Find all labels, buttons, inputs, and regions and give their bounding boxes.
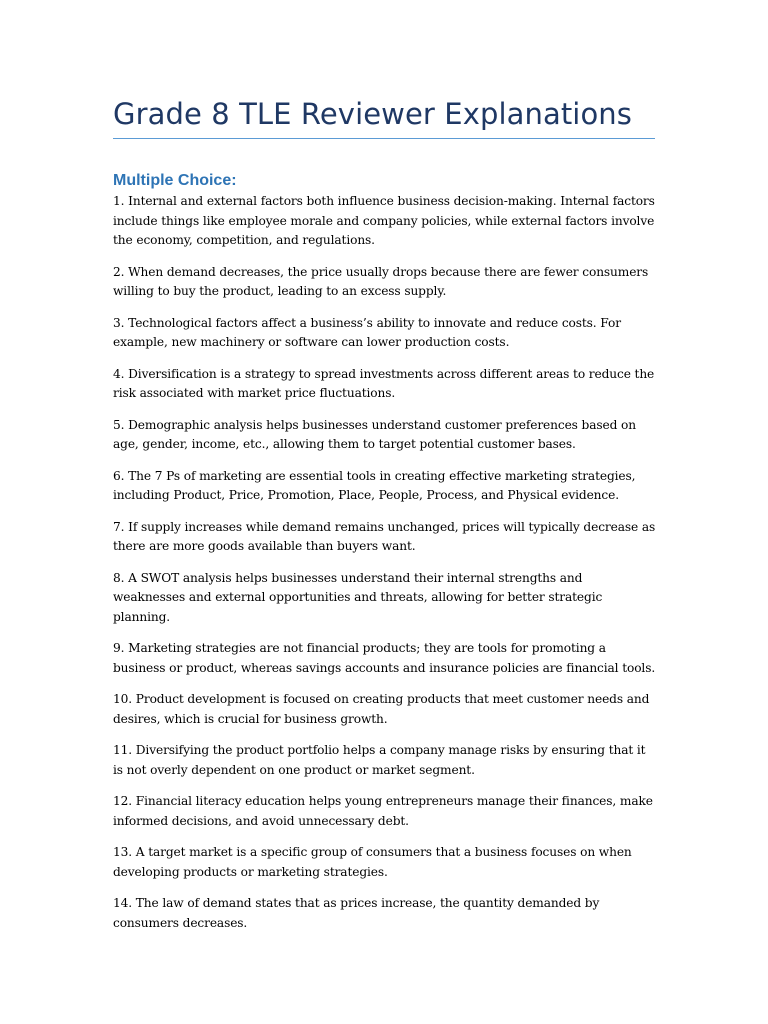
section-heading: Multiple Choice: xyxy=(113,172,237,189)
explanation-item-5: 5. Demographic analysis helps businesses understand customer preferences based on age, gender, income, etc., allowing them to target potential customer bases. xyxy=(113,417,636,451)
explanation-item-7: 7. If supply increases while demand remains unchanged, prices will typically decrease as there are more goods available than buyers want. xyxy=(113,519,656,553)
explanation-item-13: 13. A target market is a specific group of consumers that a business focuses on when developing products or marketing strategies. xyxy=(113,845,632,879)
explanation-item-11: 11. Diversifying the product portfolio helps a company manage risks by ensuring that it is not overly dependent on one product or market segment. xyxy=(113,743,646,777)
explanation-item-3: 3. Technological factors affect a business’s ability to innovate and reduce costs. For example, new machinery or software can lower production costs. xyxy=(113,315,621,349)
explanation-item-9: 9. Marketing strategies are not financial products; they are tools for promoting a business or product, whereas savings accounts and insurance policies are financial tools. xyxy=(113,641,656,675)
explanation-item-4: 4. Diversification is a strategy to spread investments across different areas to reduce the risk associated with market price fluctuations. xyxy=(113,366,655,400)
explanation-item-10: 10. Product development is focused on creating products that meet customer needs and desires, which is crucial for business growth. xyxy=(113,692,650,726)
explanation-item-8: 8. A SWOT analysis helps businesses understand their internal strengths and weaknesses and external opportunities and threats, allowing for better strategic planning. xyxy=(113,570,603,624)
explanation-list xyxy=(113,192,656,933)
document-page xyxy=(113,0,656,945)
page-title: Grade 8 TLE Reviewer Explanations xyxy=(113,97,632,131)
explanation-item-14: 14. The law of demand states that as prices increase, the quantity demanded by consumers decreases. xyxy=(113,896,600,930)
explanation-item-12: 12. Financial literacy education helps young entrepreneurs manage their finances, make informed decisions, and avoid unnecessary debt. xyxy=(113,794,653,828)
explanation-item-6: 6. The 7 Ps of marketing are essential tools in creating effective marketing strategies, including Product, Price, Promotion, Place, People, Process, and Physical evidence. xyxy=(113,468,636,502)
explanation-item-2: 2. When demand decreases, the price usually drops because there are fewer consumers willing to buy the product, leading to an excess supply. xyxy=(113,264,649,298)
explanation-item-1: 1. Internal and external factors both influence business decision-making. Internal factors include things like employee morale and company policies, while external factors involve the economy, competition, and regulations. xyxy=(113,194,655,247)
title-underline-rule xyxy=(113,138,655,139)
